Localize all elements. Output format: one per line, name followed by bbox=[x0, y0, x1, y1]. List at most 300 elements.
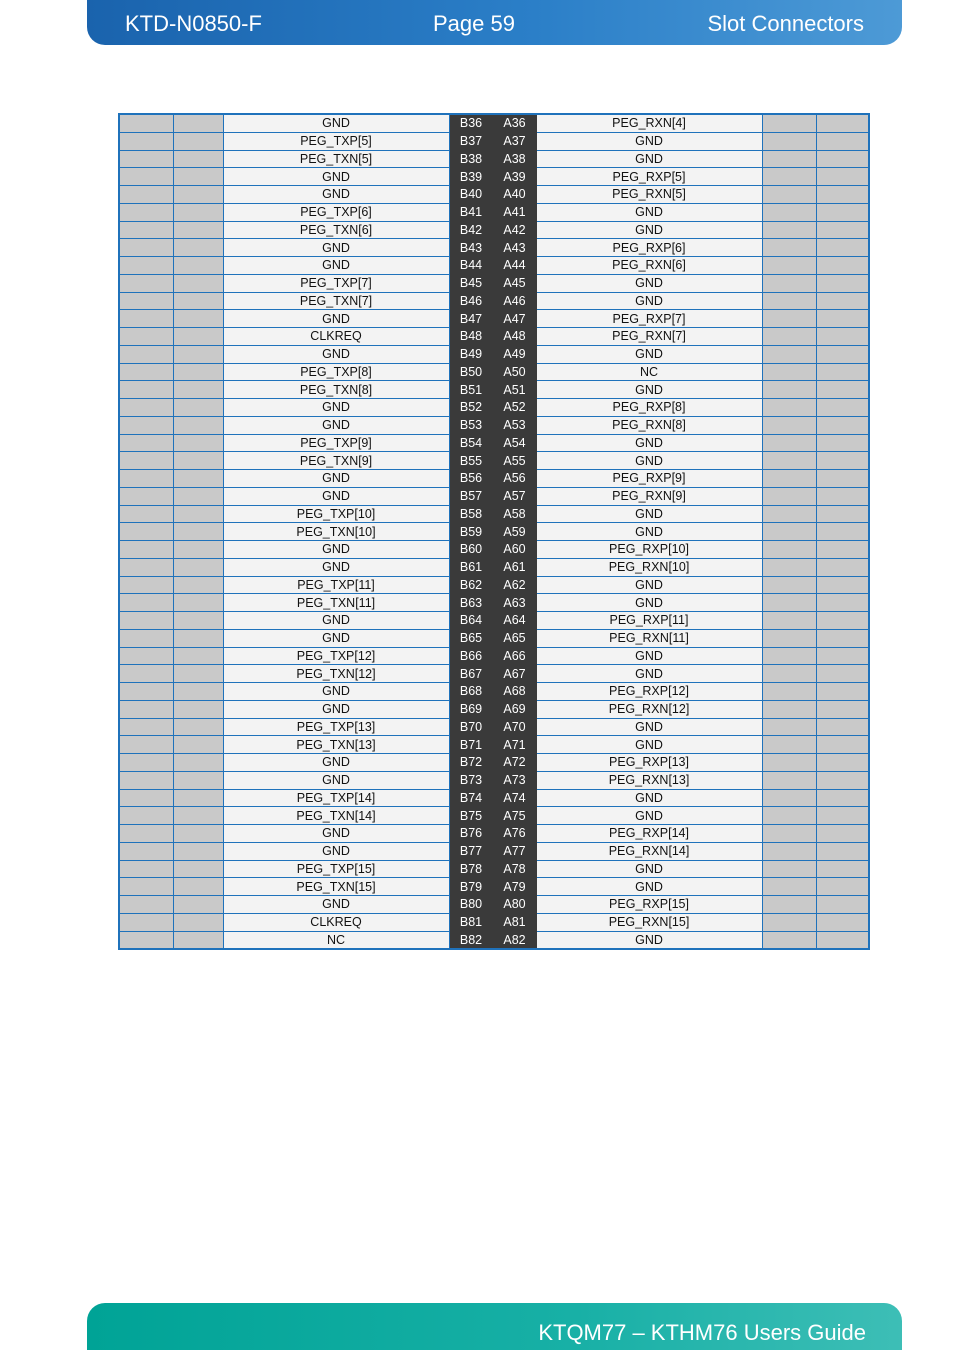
blank-cell bbox=[119, 683, 173, 701]
b-signal-cell: GND bbox=[223, 558, 449, 576]
a-signal-cell: PEG_RXP[13] bbox=[536, 754, 762, 772]
blank-cell bbox=[119, 931, 173, 949]
document-id: KTD-N0850-F bbox=[125, 11, 262, 36]
blank-cell bbox=[816, 558, 869, 576]
a-pin-cell: A70 bbox=[493, 718, 536, 736]
a-signal-cell: PEG_RXP[5] bbox=[536, 168, 762, 186]
table-row bbox=[119, 736, 869, 754]
blank-cell bbox=[173, 754, 223, 772]
blank-cell bbox=[173, 452, 223, 470]
b-signal-cell: GND bbox=[223, 612, 449, 630]
b-signal-cell: PEG_TXP[15] bbox=[223, 860, 449, 878]
b-signal-cell: GND bbox=[223, 541, 449, 559]
blank-cell bbox=[816, 487, 869, 505]
a-signal-cell: GND bbox=[536, 523, 762, 541]
blank-cell bbox=[173, 825, 223, 843]
table-row bbox=[119, 647, 869, 665]
blank-cell bbox=[762, 399, 816, 417]
table-row bbox=[119, 345, 869, 363]
table-row bbox=[119, 576, 869, 594]
blank-cell bbox=[119, 452, 173, 470]
a-pin-cell: A37 bbox=[493, 132, 536, 150]
b-pin-cell: B43 bbox=[449, 239, 493, 257]
blank-cell bbox=[119, 913, 173, 931]
a-signal-cell: GND bbox=[536, 452, 762, 470]
table-row bbox=[119, 594, 869, 612]
blank-cell bbox=[173, 558, 223, 576]
a-pin-cell: A68 bbox=[493, 683, 536, 701]
blank-cell bbox=[762, 771, 816, 789]
b-pin-cell: B67 bbox=[449, 665, 493, 683]
b-signal-cell: NC bbox=[223, 931, 449, 949]
blank-cell bbox=[762, 186, 816, 204]
blank-cell bbox=[762, 132, 816, 150]
table-row bbox=[119, 771, 869, 789]
blank-cell bbox=[816, 363, 869, 381]
b-signal-cell: PEG_TXP[6] bbox=[223, 203, 449, 221]
blank-cell bbox=[119, 363, 173, 381]
a-signal-cell: PEG_RXN[12] bbox=[536, 700, 762, 718]
b-signal-cell: GND bbox=[223, 239, 449, 257]
a-pin-cell: A52 bbox=[493, 399, 536, 417]
a-pin-cell: A49 bbox=[493, 345, 536, 363]
table-row bbox=[119, 665, 869, 683]
table-row bbox=[119, 541, 869, 559]
blank-cell bbox=[816, 399, 869, 417]
b-pin-cell: B38 bbox=[449, 150, 493, 168]
table-row bbox=[119, 860, 869, 878]
a-pin-cell: A67 bbox=[493, 665, 536, 683]
pin-assignment-table bbox=[118, 113, 870, 950]
blank-cell bbox=[762, 665, 816, 683]
a-pin-cell: A75 bbox=[493, 807, 536, 825]
a-signal-cell: PEG_RXN[6] bbox=[536, 257, 762, 275]
b-signal-cell: PEG_TXP[12] bbox=[223, 647, 449, 665]
table-row bbox=[119, 718, 869, 736]
table-row bbox=[119, 221, 869, 239]
blank-cell bbox=[762, 807, 816, 825]
blank-cell bbox=[173, 470, 223, 488]
a-pin-cell: A63 bbox=[493, 594, 536, 612]
b-pin-cell: B51 bbox=[449, 381, 493, 399]
b-signal-cell: PEG_TXP[7] bbox=[223, 274, 449, 292]
blank-cell bbox=[816, 505, 869, 523]
table-row bbox=[119, 629, 869, 647]
b-signal-cell: GND bbox=[223, 487, 449, 505]
blank-cell bbox=[173, 523, 223, 541]
blank-cell bbox=[816, 594, 869, 612]
a-signal-cell: PEG_RXP[9] bbox=[536, 470, 762, 488]
blank-cell bbox=[816, 274, 869, 292]
blank-cell bbox=[816, 771, 869, 789]
table-row bbox=[119, 523, 869, 541]
b-pin-cell: B72 bbox=[449, 754, 493, 772]
blank-cell bbox=[816, 452, 869, 470]
blank-cell bbox=[762, 576, 816, 594]
blank-cell bbox=[816, 345, 869, 363]
b-pin-cell: B63 bbox=[449, 594, 493, 612]
blank-cell bbox=[173, 541, 223, 559]
blank-cell bbox=[762, 860, 816, 878]
table-row bbox=[119, 913, 869, 931]
blank-cell bbox=[816, 807, 869, 825]
b-signal-cell: PEG_TXN[10] bbox=[223, 523, 449, 541]
blank-cell bbox=[816, 754, 869, 772]
b-signal-cell: GND bbox=[223, 825, 449, 843]
blank-cell bbox=[816, 114, 869, 132]
blank-cell bbox=[762, 381, 816, 399]
b-pin-cell: B77 bbox=[449, 842, 493, 860]
b-pin-cell: B68 bbox=[449, 683, 493, 701]
blank-cell bbox=[173, 132, 223, 150]
a-pin-cell: A77 bbox=[493, 842, 536, 860]
blank-cell bbox=[816, 913, 869, 931]
b-pin-cell: B74 bbox=[449, 789, 493, 807]
a-signal-cell: PEG_RXN[14] bbox=[536, 842, 762, 860]
blank-cell bbox=[119, 292, 173, 310]
blank-cell bbox=[762, 842, 816, 860]
blank-cell bbox=[119, 328, 173, 346]
b-pin-cell: B61 bbox=[449, 558, 493, 576]
a-signal-cell: GND bbox=[536, 736, 762, 754]
table-row bbox=[119, 896, 869, 914]
blank-cell bbox=[762, 594, 816, 612]
blank-cell bbox=[119, 878, 173, 896]
blank-cell bbox=[173, 399, 223, 417]
blank-cell bbox=[173, 292, 223, 310]
b-pin-cell: B80 bbox=[449, 896, 493, 914]
a-signal-cell: PEG_RXN[4] bbox=[536, 114, 762, 132]
b-signal-cell: GND bbox=[223, 842, 449, 860]
a-pin-cell: A56 bbox=[493, 470, 536, 488]
table-row bbox=[119, 683, 869, 701]
blank-cell bbox=[816, 168, 869, 186]
a-signal-cell: GND bbox=[536, 292, 762, 310]
a-signal-cell: PEG_RXN[11] bbox=[536, 629, 762, 647]
blank-cell bbox=[119, 345, 173, 363]
a-signal-cell: PEG_RXN[5] bbox=[536, 186, 762, 204]
b-pin-cell: B54 bbox=[449, 434, 493, 452]
blank-cell bbox=[762, 150, 816, 168]
a-signal-cell: GND bbox=[536, 789, 762, 807]
pin-table-body bbox=[119, 114, 869, 949]
blank-cell bbox=[119, 736, 173, 754]
a-signal-cell: GND bbox=[536, 345, 762, 363]
blank-cell bbox=[173, 647, 223, 665]
a-signal-cell: GND bbox=[536, 594, 762, 612]
a-signal-cell: GND bbox=[536, 274, 762, 292]
blank-cell bbox=[119, 807, 173, 825]
blank-cell bbox=[762, 114, 816, 132]
blank-cell bbox=[173, 221, 223, 239]
b-signal-cell: PEG_TXN[14] bbox=[223, 807, 449, 825]
table-row bbox=[119, 328, 869, 346]
b-pin-cell: B52 bbox=[449, 399, 493, 417]
blank-cell bbox=[119, 132, 173, 150]
a-pin-cell: A74 bbox=[493, 789, 536, 807]
b-signal-cell: PEG_TXP[13] bbox=[223, 718, 449, 736]
blank-cell bbox=[762, 718, 816, 736]
table-row bbox=[119, 381, 869, 399]
blank-cell bbox=[173, 310, 223, 328]
a-pin-cell: A66 bbox=[493, 647, 536, 665]
blank-cell bbox=[119, 381, 173, 399]
b-pin-cell: B50 bbox=[449, 363, 493, 381]
blank-cell bbox=[119, 594, 173, 612]
guide-title: KTQM77 – KTHM76 Users Guide bbox=[538, 1320, 866, 1345]
a-pin-cell: A39 bbox=[493, 168, 536, 186]
table-row bbox=[119, 878, 869, 896]
blank-cell bbox=[816, 523, 869, 541]
blank-cell bbox=[762, 754, 816, 772]
a-pin-cell: A72 bbox=[493, 754, 536, 772]
blank-cell bbox=[816, 683, 869, 701]
blank-cell bbox=[762, 878, 816, 896]
a-signal-cell: GND bbox=[536, 860, 762, 878]
a-signal-cell: PEG_RXN[9] bbox=[536, 487, 762, 505]
table-row bbox=[119, 700, 869, 718]
blank-cell bbox=[173, 913, 223, 931]
b-pin-cell: B42 bbox=[449, 221, 493, 239]
blank-cell bbox=[119, 239, 173, 257]
b-pin-cell: B44 bbox=[449, 257, 493, 275]
a-signal-cell: PEG_RXN[15] bbox=[536, 913, 762, 931]
b-signal-cell: PEG_TXN[8] bbox=[223, 381, 449, 399]
a-signal-cell: PEG_RXP[6] bbox=[536, 239, 762, 257]
blank-cell bbox=[816, 434, 869, 452]
blank-cell bbox=[173, 505, 223, 523]
a-signal-cell: PEG_RXN[13] bbox=[536, 771, 762, 789]
a-signal-cell: GND bbox=[536, 150, 762, 168]
blank-cell bbox=[762, 292, 816, 310]
b-signal-cell: PEG_TXN[7] bbox=[223, 292, 449, 310]
a-signal-cell: PEG_RXP[14] bbox=[536, 825, 762, 843]
blank-cell bbox=[762, 736, 816, 754]
blank-cell bbox=[816, 612, 869, 630]
blank-cell bbox=[816, 878, 869, 896]
table-row bbox=[119, 399, 869, 417]
a-signal-cell: PEG_RXN[10] bbox=[536, 558, 762, 576]
blank-cell bbox=[173, 612, 223, 630]
blank-cell bbox=[762, 913, 816, 931]
b-signal-cell: GND bbox=[223, 186, 449, 204]
blank-cell bbox=[119, 576, 173, 594]
b-pin-cell: B36 bbox=[449, 114, 493, 132]
blank-cell bbox=[173, 274, 223, 292]
b-pin-cell: B62 bbox=[449, 576, 493, 594]
a-pin-cell: A69 bbox=[493, 700, 536, 718]
blank-cell bbox=[119, 558, 173, 576]
a-pin-cell: A57 bbox=[493, 487, 536, 505]
b-pin-cell: B76 bbox=[449, 825, 493, 843]
blank-cell bbox=[762, 523, 816, 541]
blank-cell bbox=[119, 203, 173, 221]
blank-cell bbox=[816, 931, 869, 949]
b-pin-cell: B64 bbox=[449, 612, 493, 630]
b-pin-cell: B65 bbox=[449, 629, 493, 647]
a-pin-cell: A36 bbox=[493, 114, 536, 132]
table-row bbox=[119, 825, 869, 843]
blank-cell bbox=[173, 842, 223, 860]
a-signal-cell: PEG_RXN[8] bbox=[536, 416, 762, 434]
blank-cell bbox=[119, 186, 173, 204]
blank-cell bbox=[173, 363, 223, 381]
b-signal-cell: GND bbox=[223, 771, 449, 789]
blank-cell bbox=[816, 132, 869, 150]
b-pin-cell: B39 bbox=[449, 168, 493, 186]
b-pin-cell: B46 bbox=[449, 292, 493, 310]
blank-cell bbox=[173, 203, 223, 221]
b-pin-cell: B81 bbox=[449, 913, 493, 931]
blank-cell bbox=[762, 931, 816, 949]
a-pin-cell: A47 bbox=[493, 310, 536, 328]
b-signal-cell: PEG_TXP[10] bbox=[223, 505, 449, 523]
table-row bbox=[119, 789, 869, 807]
b-signal-cell: GND bbox=[223, 683, 449, 701]
b-signal-cell: CLKREQ bbox=[223, 328, 449, 346]
b-pin-cell: B66 bbox=[449, 647, 493, 665]
table-row bbox=[119, 931, 869, 949]
b-pin-cell: B57 bbox=[449, 487, 493, 505]
b-signal-cell: CLKREQ bbox=[223, 913, 449, 931]
a-pin-cell: A46 bbox=[493, 292, 536, 310]
b-signal-cell: PEG_TXN[13] bbox=[223, 736, 449, 754]
blank-cell bbox=[173, 629, 223, 647]
blank-cell bbox=[816, 700, 869, 718]
b-signal-cell: PEG_TXN[15] bbox=[223, 878, 449, 896]
a-signal-cell: GND bbox=[536, 203, 762, 221]
blank-cell bbox=[119, 470, 173, 488]
blank-cell bbox=[173, 896, 223, 914]
b-pin-cell: B49 bbox=[449, 345, 493, 363]
table-row bbox=[119, 257, 869, 275]
a-signal-cell: PEG_RXP[15] bbox=[536, 896, 762, 914]
b-signal-cell: GND bbox=[223, 168, 449, 186]
blank-cell bbox=[816, 825, 869, 843]
blank-cell bbox=[816, 718, 869, 736]
b-signal-cell: GND bbox=[223, 416, 449, 434]
table-row bbox=[119, 239, 869, 257]
blank-cell bbox=[119, 150, 173, 168]
blank-cell bbox=[173, 771, 223, 789]
blank-cell bbox=[816, 381, 869, 399]
b-signal-cell: GND bbox=[223, 310, 449, 328]
a-signal-cell: NC bbox=[536, 363, 762, 381]
b-pin-cell: B75 bbox=[449, 807, 493, 825]
table-row bbox=[119, 292, 869, 310]
b-signal-cell: PEG_TXP[11] bbox=[223, 576, 449, 594]
b-pin-cell: B45 bbox=[449, 274, 493, 292]
b-signal-cell: GND bbox=[223, 629, 449, 647]
a-signal-cell: PEG_RXP[11] bbox=[536, 612, 762, 630]
b-pin-cell: B82 bbox=[449, 931, 493, 949]
blank-cell bbox=[762, 257, 816, 275]
blank-cell bbox=[762, 825, 816, 843]
a-pin-cell: A41 bbox=[493, 203, 536, 221]
b-signal-cell: PEG_TXP[5] bbox=[223, 132, 449, 150]
a-pin-cell: A53 bbox=[493, 416, 536, 434]
blank-cell bbox=[816, 541, 869, 559]
a-signal-cell: PEG_RXP[10] bbox=[536, 541, 762, 559]
blank-cell bbox=[119, 771, 173, 789]
blank-cell bbox=[119, 487, 173, 505]
blank-cell bbox=[173, 860, 223, 878]
blank-cell bbox=[173, 683, 223, 701]
table-row bbox=[119, 807, 869, 825]
b-pin-cell: B41 bbox=[449, 203, 493, 221]
a-pin-cell: A50 bbox=[493, 363, 536, 381]
b-pin-cell: B79 bbox=[449, 878, 493, 896]
b-pin-cell: B78 bbox=[449, 860, 493, 878]
a-pin-cell: A76 bbox=[493, 825, 536, 843]
blank-cell bbox=[119, 114, 173, 132]
a-signal-cell: GND bbox=[536, 221, 762, 239]
page-footer bbox=[87, 1303, 902, 1350]
blank-cell bbox=[173, 434, 223, 452]
blank-cell bbox=[119, 789, 173, 807]
b-signal-cell: PEG_TXP[14] bbox=[223, 789, 449, 807]
blank-cell bbox=[119, 842, 173, 860]
blank-cell bbox=[816, 257, 869, 275]
a-signal-cell: GND bbox=[536, 878, 762, 896]
a-pin-cell: A45 bbox=[493, 274, 536, 292]
table-row bbox=[119, 842, 869, 860]
b-signal-cell: GND bbox=[223, 896, 449, 914]
a-pin-cell: A78 bbox=[493, 860, 536, 878]
a-pin-cell: A40 bbox=[493, 186, 536, 204]
blank-cell bbox=[816, 665, 869, 683]
b-signal-cell: PEG_TXN[12] bbox=[223, 665, 449, 683]
b-pin-cell: B37 bbox=[449, 132, 493, 150]
blank-cell bbox=[119, 434, 173, 452]
a-signal-cell: GND bbox=[536, 665, 762, 683]
b-pin-cell: B48 bbox=[449, 328, 493, 346]
blank-cell bbox=[119, 860, 173, 878]
b-signal-cell: PEG_TXN[9] bbox=[223, 452, 449, 470]
table-row bbox=[119, 150, 869, 168]
b-pin-cell: B56 bbox=[449, 470, 493, 488]
blank-cell bbox=[173, 381, 223, 399]
table-row bbox=[119, 434, 869, 452]
a-pin-cell: A64 bbox=[493, 612, 536, 630]
a-signal-cell: PEG_RXP[12] bbox=[536, 683, 762, 701]
blank-cell bbox=[816, 150, 869, 168]
table-row bbox=[119, 310, 869, 328]
a-pin-cell: A79 bbox=[493, 878, 536, 896]
b-signal-cell: PEG_TXN[6] bbox=[223, 221, 449, 239]
blank-cell bbox=[119, 274, 173, 292]
blank-cell bbox=[816, 310, 869, 328]
blank-cell bbox=[119, 505, 173, 523]
a-signal-cell: GND bbox=[536, 505, 762, 523]
blank-cell bbox=[119, 399, 173, 417]
a-pin-cell: A42 bbox=[493, 221, 536, 239]
blank-cell bbox=[762, 221, 816, 239]
blank-cell bbox=[119, 665, 173, 683]
blank-cell bbox=[816, 328, 869, 346]
a-pin-cell: A71 bbox=[493, 736, 536, 754]
b-pin-cell: B71 bbox=[449, 736, 493, 754]
blank-cell bbox=[173, 878, 223, 896]
blank-cell bbox=[119, 647, 173, 665]
a-signal-cell: GND bbox=[536, 647, 762, 665]
b-signal-cell: PEG_TXN[11] bbox=[223, 594, 449, 612]
blank-cell bbox=[173, 186, 223, 204]
table-row bbox=[119, 487, 869, 505]
b-signal-cell: GND bbox=[223, 470, 449, 488]
blank-cell bbox=[173, 168, 223, 186]
blank-cell bbox=[119, 700, 173, 718]
